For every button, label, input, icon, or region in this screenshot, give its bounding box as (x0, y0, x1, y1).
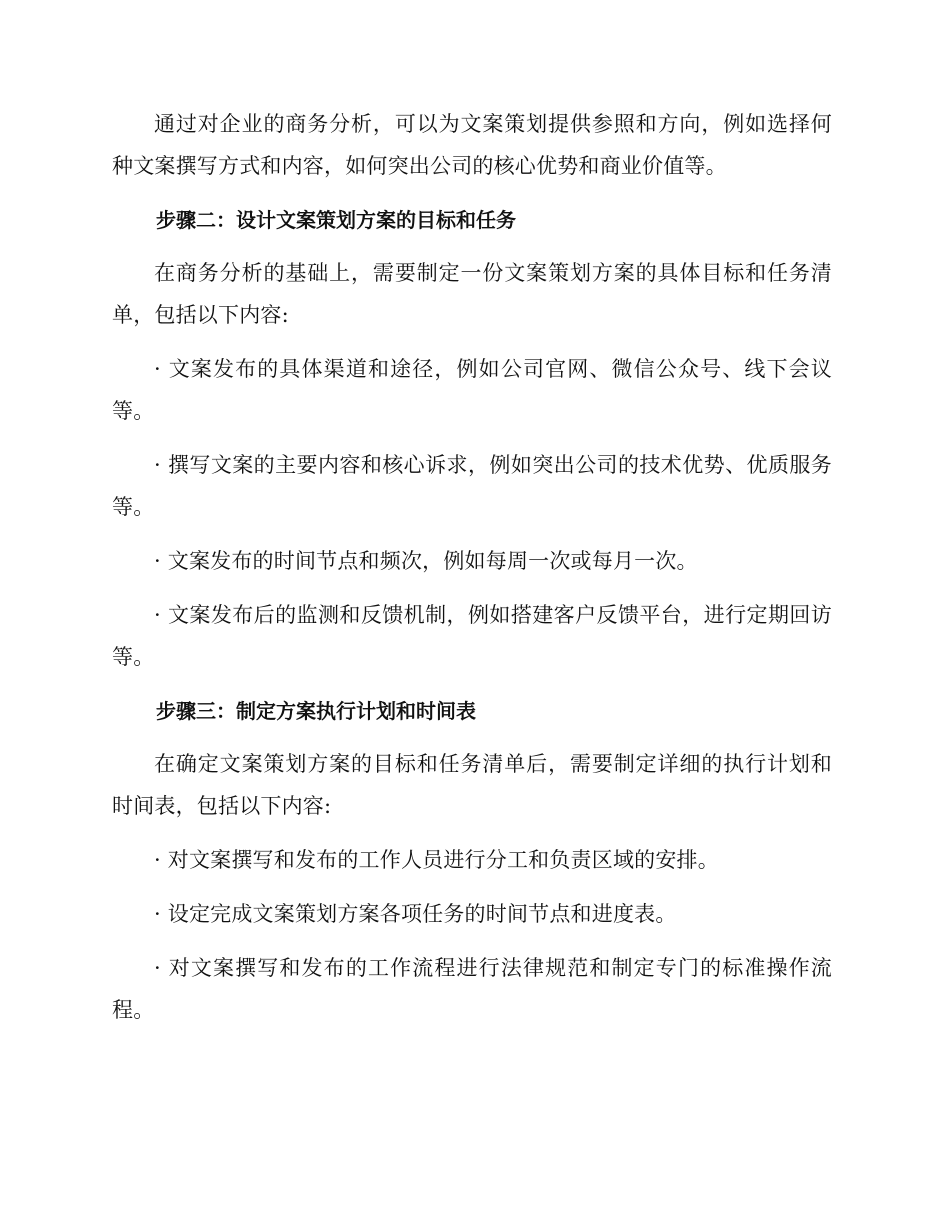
list-item-feedback: · 文案发布后的监测和反馈机制，例如搭建客户反馈平台，进行定期回访等。 (112, 603, 832, 669)
paragraph-business-analysis: 通过对企业的商务分析，可以为文案策划提供参照和方向，例如选择何种文案撰写方式和内容，如何突出公司的核心优势和商业价值等。 (112, 112, 832, 178)
paragraph-step-two-intro: 在商务分析的基础上，需要制定一份文案策划方案的具体目标和任务清单，包括以下内容: (112, 261, 832, 327)
list-item-channels: · 文案发布的具体渠道和途径，例如公司官网、微信公众号、线下会议等。 (112, 357, 832, 423)
list-item-content: · 撰写文案的主要内容和核心诉求，例如突出公司的技术优势、优质服务等。 (112, 453, 832, 519)
paragraph-step-three-intro: 在确定文案策划方案的目标和任务清单后，需要制定详细的执行计划和时间表，包括以下内容: (112, 752, 832, 818)
list-item-frequency: · 文案发布的时间节点和频次，例如每周一次或每月一次。 (154, 549, 698, 573)
list-item-workflow: · 对文案撰写和发布的工作流程进行法律规范和制定专门的标准操作流程。 (112, 956, 832, 1022)
heading-step-two: 步骤二：设计文案策划方案的目标和任务 (156, 208, 516, 232)
heading-step-three: 步骤三：制定方案执行计划和时间表 (156, 699, 476, 723)
list-item-staffing: · 对文案撰写和发布的工作人员进行分工和负责区域的安排。 (154, 848, 719, 872)
list-item-schedule: · 设定完成文案策划方案各项任务的时间节点和进度表。 (154, 902, 677, 926)
document-page (112, 103, 832, 1031)
